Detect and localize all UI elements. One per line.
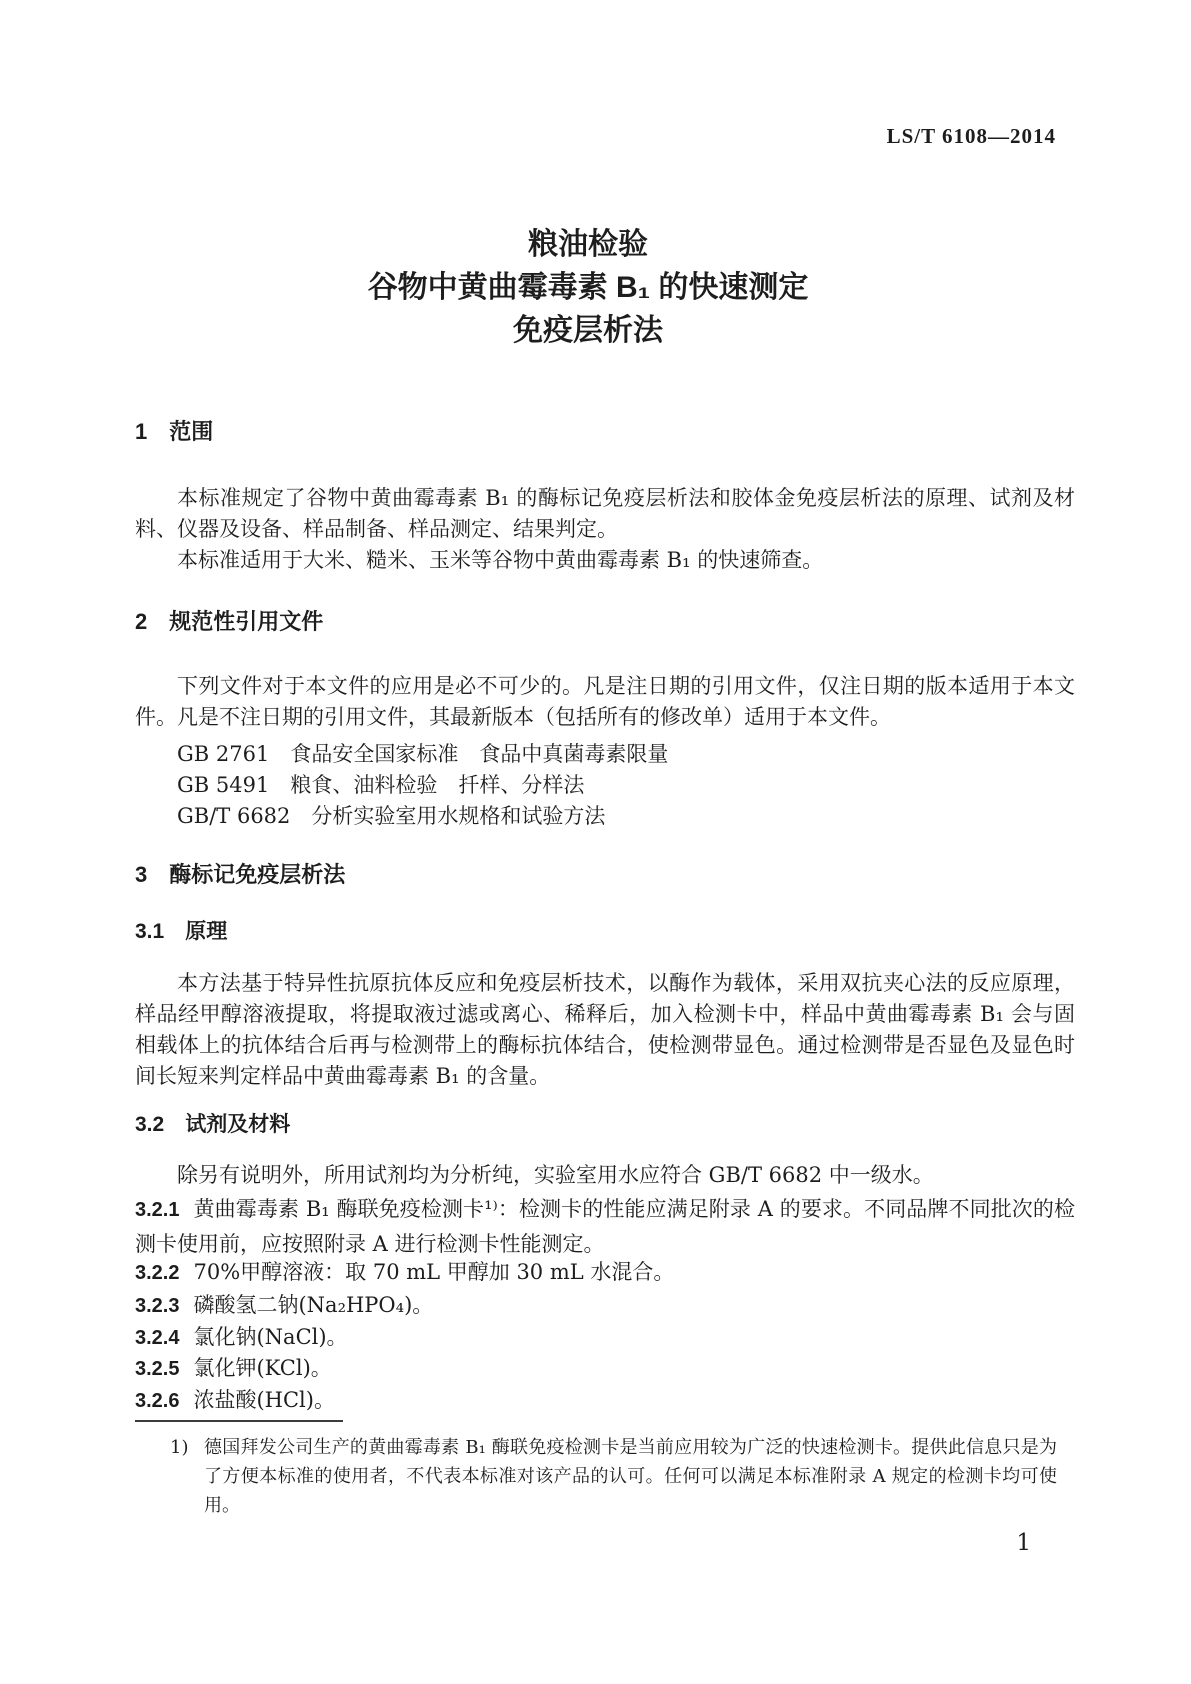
section-3-heading: 3 酶标记免疫层析法 — [135, 862, 346, 887]
clause-3-2-5-text: 氯化钾(KCl)。 — [193, 1356, 332, 1380]
clause-3-2-1-number: 3.2.1 — [135, 1199, 180, 1221]
section-3-1-body — [135, 968, 1075, 1092]
reference-gbt-6682: GB/T 6682 分析实验室用水规格和试验方法 — [177, 804, 606, 828]
standard-code: LS/T 6108—2014 — [886, 124, 1056, 148]
section-1-paragraph-2: 本标准适用于大米、糙米、玉米等谷物中黄曲霉毒素 B₁ 的快速筛查。 — [177, 548, 824, 572]
clause-3-2-4-text: 氯化钠(NaCl)。 — [193, 1325, 348, 1349]
footnote-text: 德国拜发公司生产的黄曲霉毒素 B₁ 酶联免疫检测卡是当前应用较为广泛的快速检测卡。提供此信息只是为了方便本标准的使用者，不代表本标准对该产品的认可。任何可以满足本标准附录 A 规定的检测卡均可使用。 — [204, 1437, 1057, 1516]
section-3-2-paragraph: 除另有说明外，所用试剂均为分析纯，实验室用水应符合 GB/T 6682 中一级水。 — [177, 1163, 934, 1187]
clause-3-2-3-number: 3.2.3 — [135, 1295, 180, 1317]
footnote-separator — [135, 1420, 343, 1422]
footnote — [170, 1433, 1057, 1520]
section-2-paragraph-1: 下列文件对于本文件的应用是必不可少的。凡是注日期的引用文件，仅注日期的版本适用于本文件。凡是不注日期的引用文件，其最新版本（包括所有的修改单）适用于本文件。 — [135, 674, 1075, 729]
clause-3-2-1-text: 黄曲霉毒素 B₁ 酶联免疫检测卡¹⁾：检测卡的性能应满足附录 A 的要求。不同品牌不同批次的检测卡使用前，应按照附录 A 进行检测卡性能测定。 — [135, 1197, 1075, 1256]
section-1-paragraph-1: 本标准规定了谷物中黄曲霉毒素 B₁ 的酶标记免疫层析法和胶体金免疫层析法的原理、试剂及材料、仪器及设备、样品制备、样品测定、结果判定。 — [135, 486, 1075, 541]
section-3-2-intro — [135, 1160, 1075, 1191]
reference-gb-2761: GB 2761 食品安全国家标准 食品中真菌毒素限量 — [177, 742, 669, 766]
document-title — [135, 223, 1075, 352]
section-1-body — [135, 483, 1075, 576]
section-3-1-paragraph: 本方法基于特异性抗原抗体反应和免疫层析技术，以酶作为载体，采用双抗夹心法的反应原理，样品经甲醇溶液提取，将提取液过滤或离心、稀释后，加入检测卡中，样品中黄曲霉毒素 B₁ 会与固相载体上的抗体结合后再与检测带上的酶标抗体结合，使检测带显色。通过检测带是否显色及显色时间长短来判定样品中黄曲霉毒素 B₁ 的含量。 — [135, 971, 1075, 1088]
clause-3-2-6 — [135, 1385, 1075, 1417]
title-line-3: 免疫层析法 — [513, 314, 663, 347]
section-1-heading: 1 范围 — [135, 419, 214, 444]
title-line-2: 谷物中黄曲霉毒素 B₁ 的快速测定 — [367, 271, 809, 304]
title-line-1: 粮油检验 — [528, 228, 648, 261]
page-content — [135, 0, 1075, 1684]
clause-3-2-4-number: 3.2.4 — [135, 1327, 180, 1349]
clause-3-2-2-number: 3.2.2 — [135, 1262, 180, 1284]
clause-3-2-6-number: 3.2.6 — [135, 1390, 180, 1412]
clause-3-2-3 — [135, 1290, 1075, 1322]
clause-3-2-2 — [135, 1257, 1075, 1289]
clause-3-2-5 — [135, 1353, 1075, 1385]
clause-3-2-5-number: 3.2.5 — [135, 1358, 180, 1380]
clause-3-2-2-text: 70%甲醇溶液：取 70 mL 甲醇加 30 mL 水混合。 — [193, 1260, 675, 1284]
page-number: 1 — [1016, 1530, 1031, 1556]
section-3-2-heading: 3.2 试剂及材料 — [135, 1113, 291, 1136]
reference-gb-5491: GB 5491 粮食、油料检验 扦样、分样法 — [177, 773, 585, 797]
footnote-marker: 1) — [170, 1437, 189, 1458]
clause-3-2-1 — [135, 1192, 1075, 1261]
section-2-heading: 2 规范性引用文件 — [135, 609, 324, 634]
clause-3-2-4 — [135, 1322, 1075, 1354]
clause-3-2-6-text: 浓盐酸(HCl)。 — [193, 1388, 335, 1412]
section-3-1-heading: 3.1 原理 — [135, 920, 228, 943]
clause-3-2-3-text: 磷酸氢二钠(Na₂HPO₄)。 — [193, 1293, 434, 1317]
section-2-body — [135, 671, 1075, 832]
normative-references — [135, 739, 1075, 832]
